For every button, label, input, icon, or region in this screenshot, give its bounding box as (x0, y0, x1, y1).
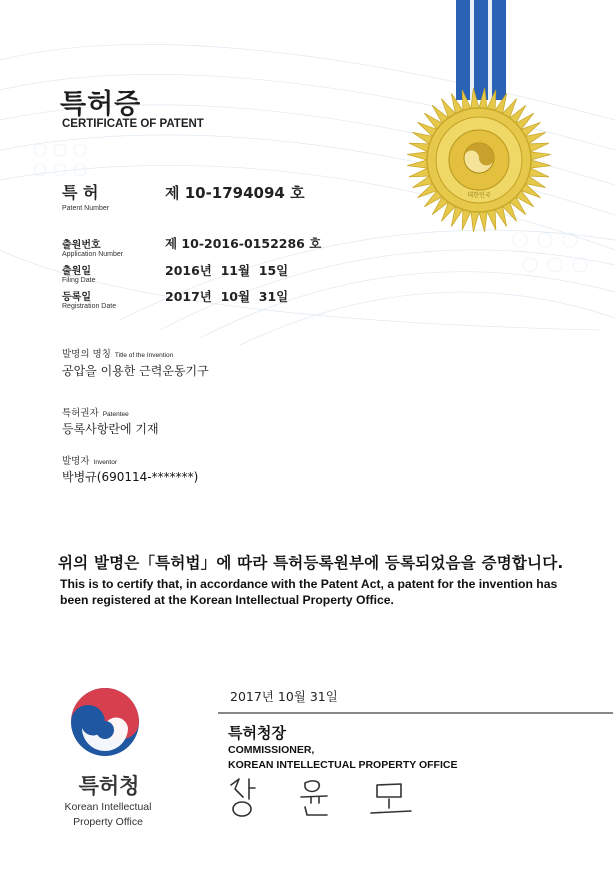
commissioner-title-en-line1: COMMISSIONER, (228, 744, 315, 756)
kipo-name-en-line2: Property Office (73, 816, 143, 828)
certificate-title-ko: 특허증 (60, 89, 142, 120)
kipo-name-ko: 특허청 (78, 774, 140, 798)
application-number-label-en: Application Number (62, 251, 124, 258)
registration-date-value: 2017년 10월 31일 (165, 289, 289, 304)
seal-inscription: 대한민국 (467, 192, 491, 199)
commissioner-signature (225, 775, 425, 825)
commissioner-title-en-line2: KOREAN INTELLECTUAL PROPERTY OFFICE (228, 759, 458, 771)
registration-date-label-ko: 등록일 (62, 292, 91, 303)
kipo-name-en (50, 800, 166, 830)
certification-text-ko: 위의 발명은「특허법」에 따라 특허등록원부에 등록되었음을 증명합니다. (58, 554, 564, 572)
inventor-label-ko: 발명자 (62, 456, 90, 467)
filing-date-value: 2016년 11월 15일 (165, 263, 289, 278)
filing-date-label-en: Filing Date (62, 277, 96, 284)
commissioner-title-ko: 특허청장 (228, 724, 286, 742)
filing-date-label-ko: 출원일 (62, 266, 91, 277)
invention-label (62, 346, 173, 360)
patentee-label (62, 405, 129, 419)
inventor-label (62, 453, 117, 467)
kipo-logo-icon (69, 686, 141, 758)
patent-number-label (62, 180, 109, 212)
certificate-title-en: CERTIFICATE OF PATENT (62, 118, 204, 130)
kipo-name-en-line1: Korean Intellectual (64, 801, 152, 813)
inventor-value: 박병규(690114-*******) (62, 470, 199, 484)
invention-label-en: Title of the Invention (114, 352, 174, 359)
gold-seal (404, 85, 554, 235)
certification-text-en: This is to certify that, in accordance with the Patent Act, a patent for the invention has been registered at the Korean Intellectual Property Office. (60, 577, 558, 607)
application-number-label (62, 236, 123, 258)
commissioner-title-en (228, 743, 457, 773)
signature-divider (218, 712, 613, 714)
registration-date-label (62, 288, 116, 310)
patentee-label-en: Patentee (102, 411, 129, 418)
registration-date-label-en: Registration Date (62, 303, 117, 310)
patentee-label-ko: 특허권자 (62, 408, 99, 419)
application-number-label-ko: 출원번호 (62, 240, 101, 251)
invention-value: 공압을 이용한 근력운동기구 (62, 364, 209, 378)
inventor-label-en: Inventor (93, 459, 118, 466)
patent-number-label-ko: 특 허 (62, 183, 99, 202)
patent-number-value: 제 10-1794094 호 (165, 184, 305, 202)
invention-label-ko: 발명의 명칭 (62, 349, 111, 360)
issue-date: 2017년 10월 31일 (230, 689, 338, 704)
patentee-value: 등록사항란에 기재 (62, 422, 159, 436)
filing-date-label (62, 262, 95, 284)
application-number-value: 제 10-2016-0152286 호 (165, 236, 322, 251)
patent-number-label-en: Patent Number (62, 205, 110, 212)
